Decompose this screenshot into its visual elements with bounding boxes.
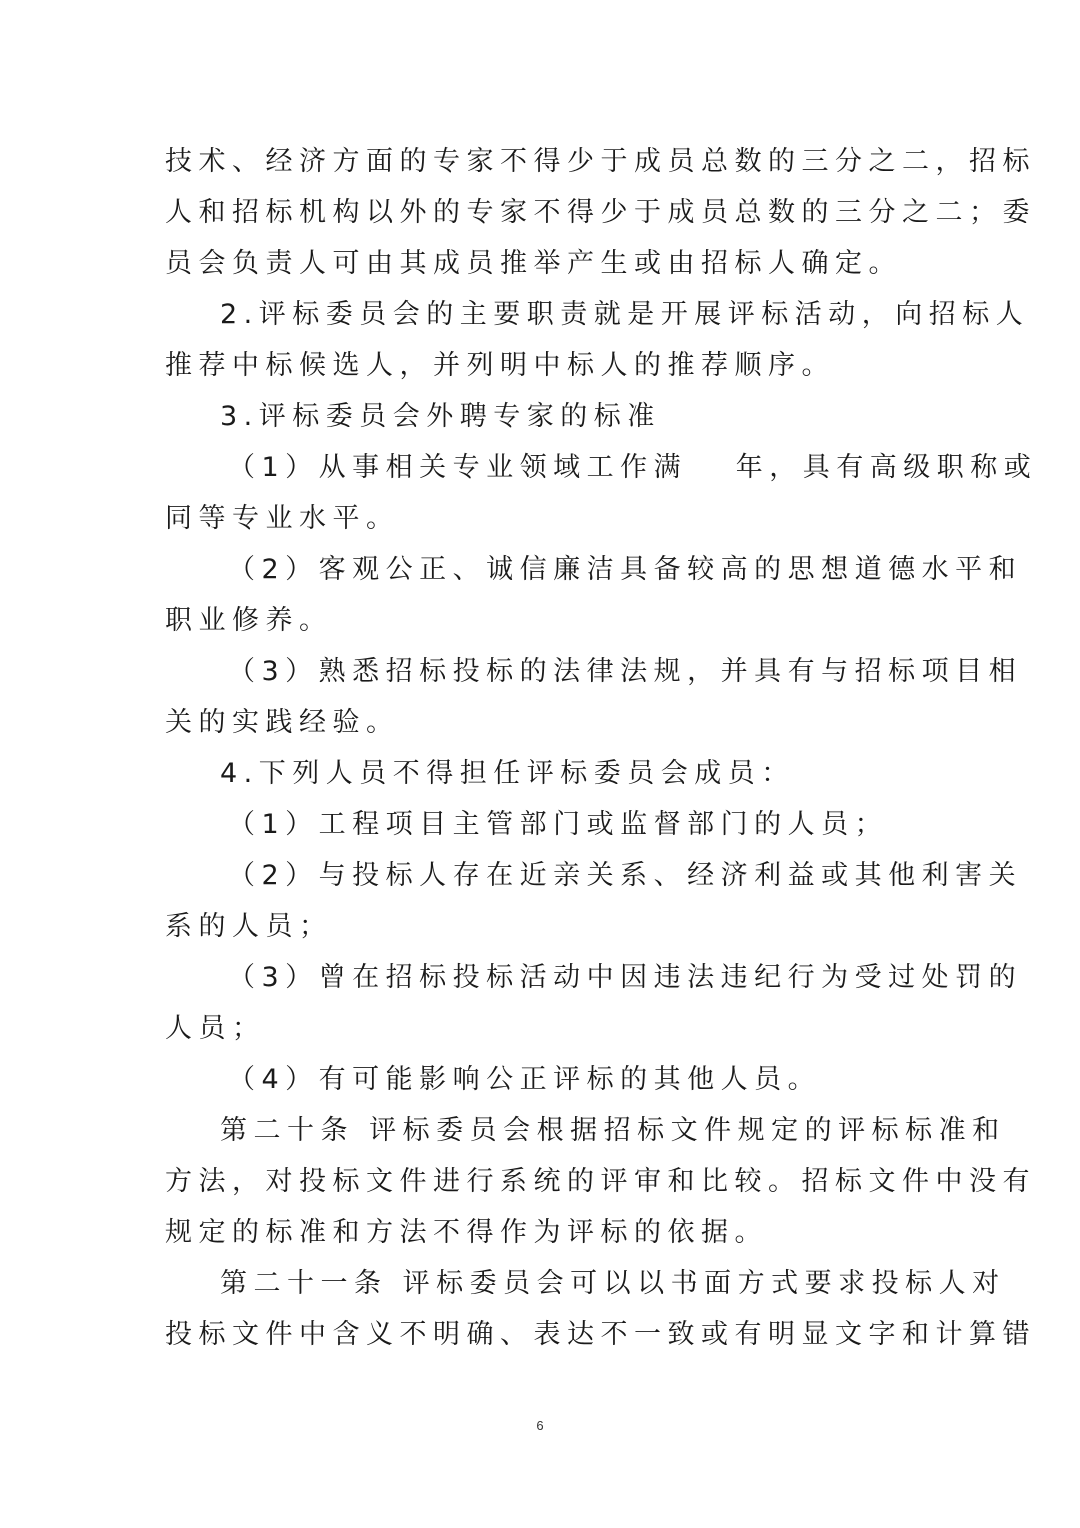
- document-body: [165, 136, 1038, 1360]
- text-line: （2）客观公正、诚信廉洁具备较高的思想道德水平和: [228, 554, 1023, 585]
- page-number: 6: [536, 1418, 544, 1433]
- text-line: 方法，对投标文件进行系统的评审和比较。招标文件中没有: [165, 1166, 1036, 1197]
- text-line: 职业修养。: [165, 605, 333, 636]
- text-line: 3.评标委员会外聘专家的标准: [220, 401, 661, 432]
- text-line: 人员；: [165, 1013, 266, 1044]
- text-line: 推荐中标候选人，并列明中标人的推荐顺序。: [165, 350, 835, 381]
- text-line: 系的人员；: [165, 911, 333, 942]
- text-line: 2.评标委员会的主要职责就是开展评标活动，向招标人: [220, 299, 1030, 330]
- text-line: 投标文件中含义不明确、表达不一致或有明显文字和计算错: [165, 1319, 1036, 1350]
- text-line: （3）曾在招标投标活动中因违法违纪行为受过处罚的: [228, 962, 1023, 993]
- text-line: 技术、经济方面的专家不得少于成员总数的三分之二，招标: [165, 146, 1036, 177]
- text-line: （2）与投标人存在近亲关系、经济利益或其他利害关: [228, 860, 1023, 891]
- text-line: 关的实践经验。: [165, 707, 400, 738]
- text-line: 规定的标准和方法不得作为评标的依据。: [165, 1217, 768, 1248]
- text-line: （4）有可能影响公正评标的其他人员。: [228, 1064, 822, 1095]
- text-line: 员会负责人可由其成员推举产生或由招标人确定。: [165, 248, 902, 279]
- text-line: 同等专业水平。: [165, 503, 400, 534]
- text-line: （1）工程项目主管部门或监督部门的人员；: [228, 809, 889, 840]
- text-line: 4.下列人员不得担任评标委员会成员：: [220, 758, 795, 789]
- text-line: 第二十条 评标委员会根据招标文件规定的评标标准和: [220, 1115, 1006, 1146]
- text-line: 第二十一条 评标委员会可以以书面方式要求投标人对: [220, 1268, 1006, 1299]
- text-line: 人和招标机构以外的专家不得少于成员总数的三分之二；委: [165, 197, 1036, 228]
- text-line: （1）从事相关专业领域工作满 年，具有高级职称或: [228, 452, 1038, 483]
- text-line: （3）熟悉招标投标的法律法规，并具有与招标项目相: [228, 656, 1023, 687]
